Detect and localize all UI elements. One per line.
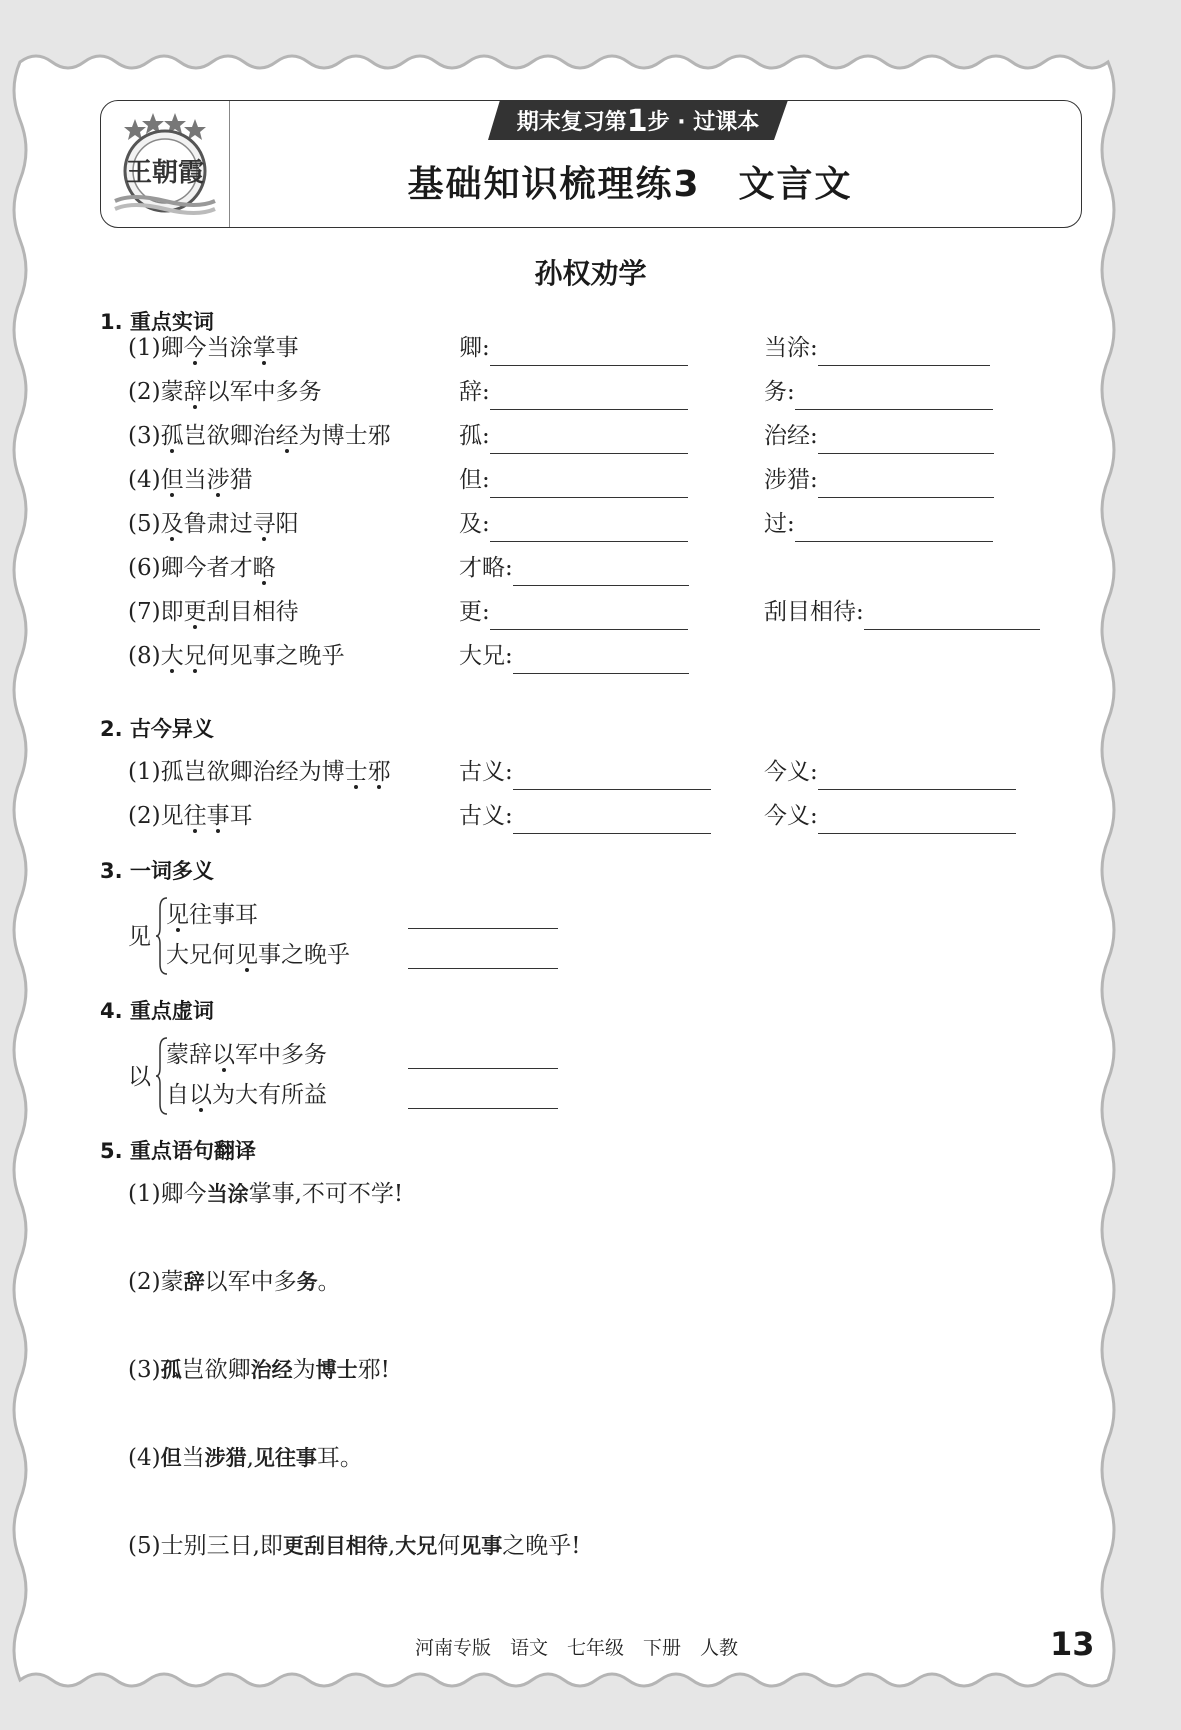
edition-info: 河南专版 语文 七年级 下册 人教 (415, 1637, 739, 1659)
meaning-row (0, 798, 1181, 834)
vocab-row (0, 418, 1181, 454)
modern-meaning-field (764, 754, 1016, 790)
answer-blank[interactable] (818, 469, 994, 498)
vocab-field-1 (459, 550, 689, 586)
answer-blank[interactable] (513, 761, 711, 790)
meaning-row (0, 754, 1181, 790)
answer-blank[interactable] (513, 805, 711, 834)
vocab-field-1-label: 及: (459, 511, 490, 537)
answer-blank[interactable] (490, 469, 688, 498)
vocab-field-2 (764, 374, 993, 410)
vocab-sentence: (8)大兄何见事之晚乎 (128, 643, 345, 669)
function-word-line-1: 蒙辞以军中多务 (166, 1042, 327, 1068)
vocab-sentence: (4)但当涉猎 (128, 467, 253, 493)
section-heading-3: 3. 一词多义 (100, 859, 214, 883)
vocab-field-2-label: 当涂: (764, 335, 818, 361)
answer-blank[interactable] (490, 381, 688, 410)
section-heading-1: 1. 重点实词 (100, 310, 214, 334)
answer-blank[interactable] (795, 513, 993, 542)
vocab-field-1 (459, 462, 688, 498)
translation-item-5: (5)士别三日,即更刮目相待,大兄何见事之晚乎! (128, 1533, 581, 1559)
vocab-field-1 (459, 638, 689, 674)
vocab-sentence: (7)即更刮目相待 (128, 599, 299, 625)
vocab-field-2-label: 过: (764, 511, 795, 537)
answer-blank[interactable] (818, 761, 1016, 790)
translation-item-1: (1)卿今当涂掌事,不可不学! (128, 1181, 404, 1207)
modern-meaning-field-label: 今义: (764, 759, 818, 785)
vocab-sentence: (5)及鲁肃过寻阳 (128, 511, 299, 537)
answer-blank[interactable] (408, 900, 558, 929)
vocab-field-2 (764, 594, 1040, 630)
publisher-seal-icon (113, 109, 217, 217)
answer-blank[interactable] (818, 337, 990, 366)
meaning-sentence: (2)见往事耳 (128, 803, 253, 829)
svg-text:王朝霞: 王朝霞 (125, 158, 205, 188)
ancient-meaning-field (459, 754, 711, 790)
vocab-row (0, 330, 1181, 366)
step-tab-label: 期末复习第1步 · 过课本 (516, 104, 760, 139)
translation-item-2: (2)蒙辞以军中多务。 (128, 1269, 341, 1295)
answer-blank[interactable] (513, 557, 689, 586)
section-heading-4: 4. 重点虚词 (100, 999, 214, 1023)
vocab-field-1 (459, 418, 688, 454)
answer-blank[interactable] (408, 1040, 558, 1069)
vocab-field-1 (459, 506, 688, 542)
footer (0, 1625, 1181, 1665)
answer-blank[interactable] (490, 425, 688, 454)
vocab-field-1-label: 辞: (459, 379, 490, 405)
function-word-key: 以 (128, 1064, 151, 1090)
vocab-field-1 (459, 594, 688, 630)
answer-blank[interactable] (490, 601, 688, 630)
vocab-field-1-label: 大兄: (459, 643, 513, 669)
vocab-sentence: (3)孤岂欲卿治经为博士邪 (128, 423, 391, 449)
vocab-row (0, 550, 1181, 586)
step-tab (488, 100, 788, 140)
answer-blank[interactable] (864, 601, 1040, 630)
lesson-title: 孙权劝学 (534, 257, 647, 290)
answer-blank[interactable] (818, 425, 994, 454)
translation-item-4: (4)但当涉猎,见往事耳。 (128, 1445, 363, 1471)
polysemy-key: 见 (128, 924, 151, 950)
translation-item-3: (3)孤岂欲卿治经为博士邪! (128, 1357, 390, 1383)
vocab-field-2 (764, 462, 994, 498)
vocab-field-2 (764, 418, 994, 454)
vocab-row (0, 594, 1181, 630)
vocab-sentence: (2)蒙辞以军中多务 (128, 379, 322, 405)
vocab-row (0, 374, 1181, 410)
section-heading-2: 2. 古今异义 (100, 717, 214, 741)
ancient-meaning-field (459, 798, 711, 834)
modern-meaning-field (764, 798, 1016, 834)
polysemy-group (128, 896, 728, 980)
vocab-field-1-label: 更: (459, 599, 490, 625)
answer-blank[interactable] (513, 645, 689, 674)
answer-blank[interactable] (490, 337, 688, 366)
vocab-row (0, 462, 1181, 498)
answer-blank[interactable] (408, 940, 558, 969)
function-word-line-2: 自以为大有所益 (166, 1082, 327, 1108)
function-word-group (128, 1036, 728, 1120)
vocab-field-1 (459, 374, 688, 410)
page-title: 基础知识梳理练3 文言文 (407, 164, 853, 205)
answer-blank[interactable] (490, 513, 688, 542)
vocab-field-1-label: 卿: (459, 335, 490, 361)
answer-blank[interactable] (408, 1080, 558, 1109)
modern-meaning-field-label: 今义: (764, 803, 818, 829)
vocab-field-1-label: 但: (459, 467, 490, 493)
polysemy-line-2: 大兄何见事之晚乎 (166, 942, 350, 968)
vocab-sentence: (6)卿今者才略 (128, 555, 276, 581)
vocab-field-2-label: 务: (764, 379, 795, 405)
meaning-sentence: (1)孤岂欲卿治经为博士邪 (128, 759, 391, 785)
vocab-field-1 (459, 330, 688, 366)
page-number: 13 (1050, 1625, 1095, 1663)
vocab-field-1-label: 孤: (459, 423, 490, 449)
ancient-meaning-field-label: 古义: (459, 759, 513, 785)
vocab-field-2 (764, 506, 993, 542)
vocab-sentence: (1)卿今当涂掌事 (128, 335, 299, 361)
logo (101, 101, 230, 227)
answer-blank[interactable] (795, 381, 993, 410)
section-heading-5: 5. 重点语句翻译 (100, 1139, 256, 1163)
vocab-field-2-label: 刮目相待: (764, 599, 864, 625)
ancient-meaning-field-label: 古义: (459, 803, 513, 829)
vocab-row (0, 506, 1181, 542)
vocab-field-2 (764, 330, 990, 366)
answer-blank[interactable] (818, 805, 1016, 834)
polysemy-line-1: 见往事耳 (166, 902, 258, 928)
vocab-field-2-label: 涉猎: (764, 467, 818, 493)
vocab-field-2-label: 治经: (764, 423, 818, 449)
vocab-row (0, 638, 1181, 674)
vocab-field-1-label: 才略: (459, 555, 513, 581)
